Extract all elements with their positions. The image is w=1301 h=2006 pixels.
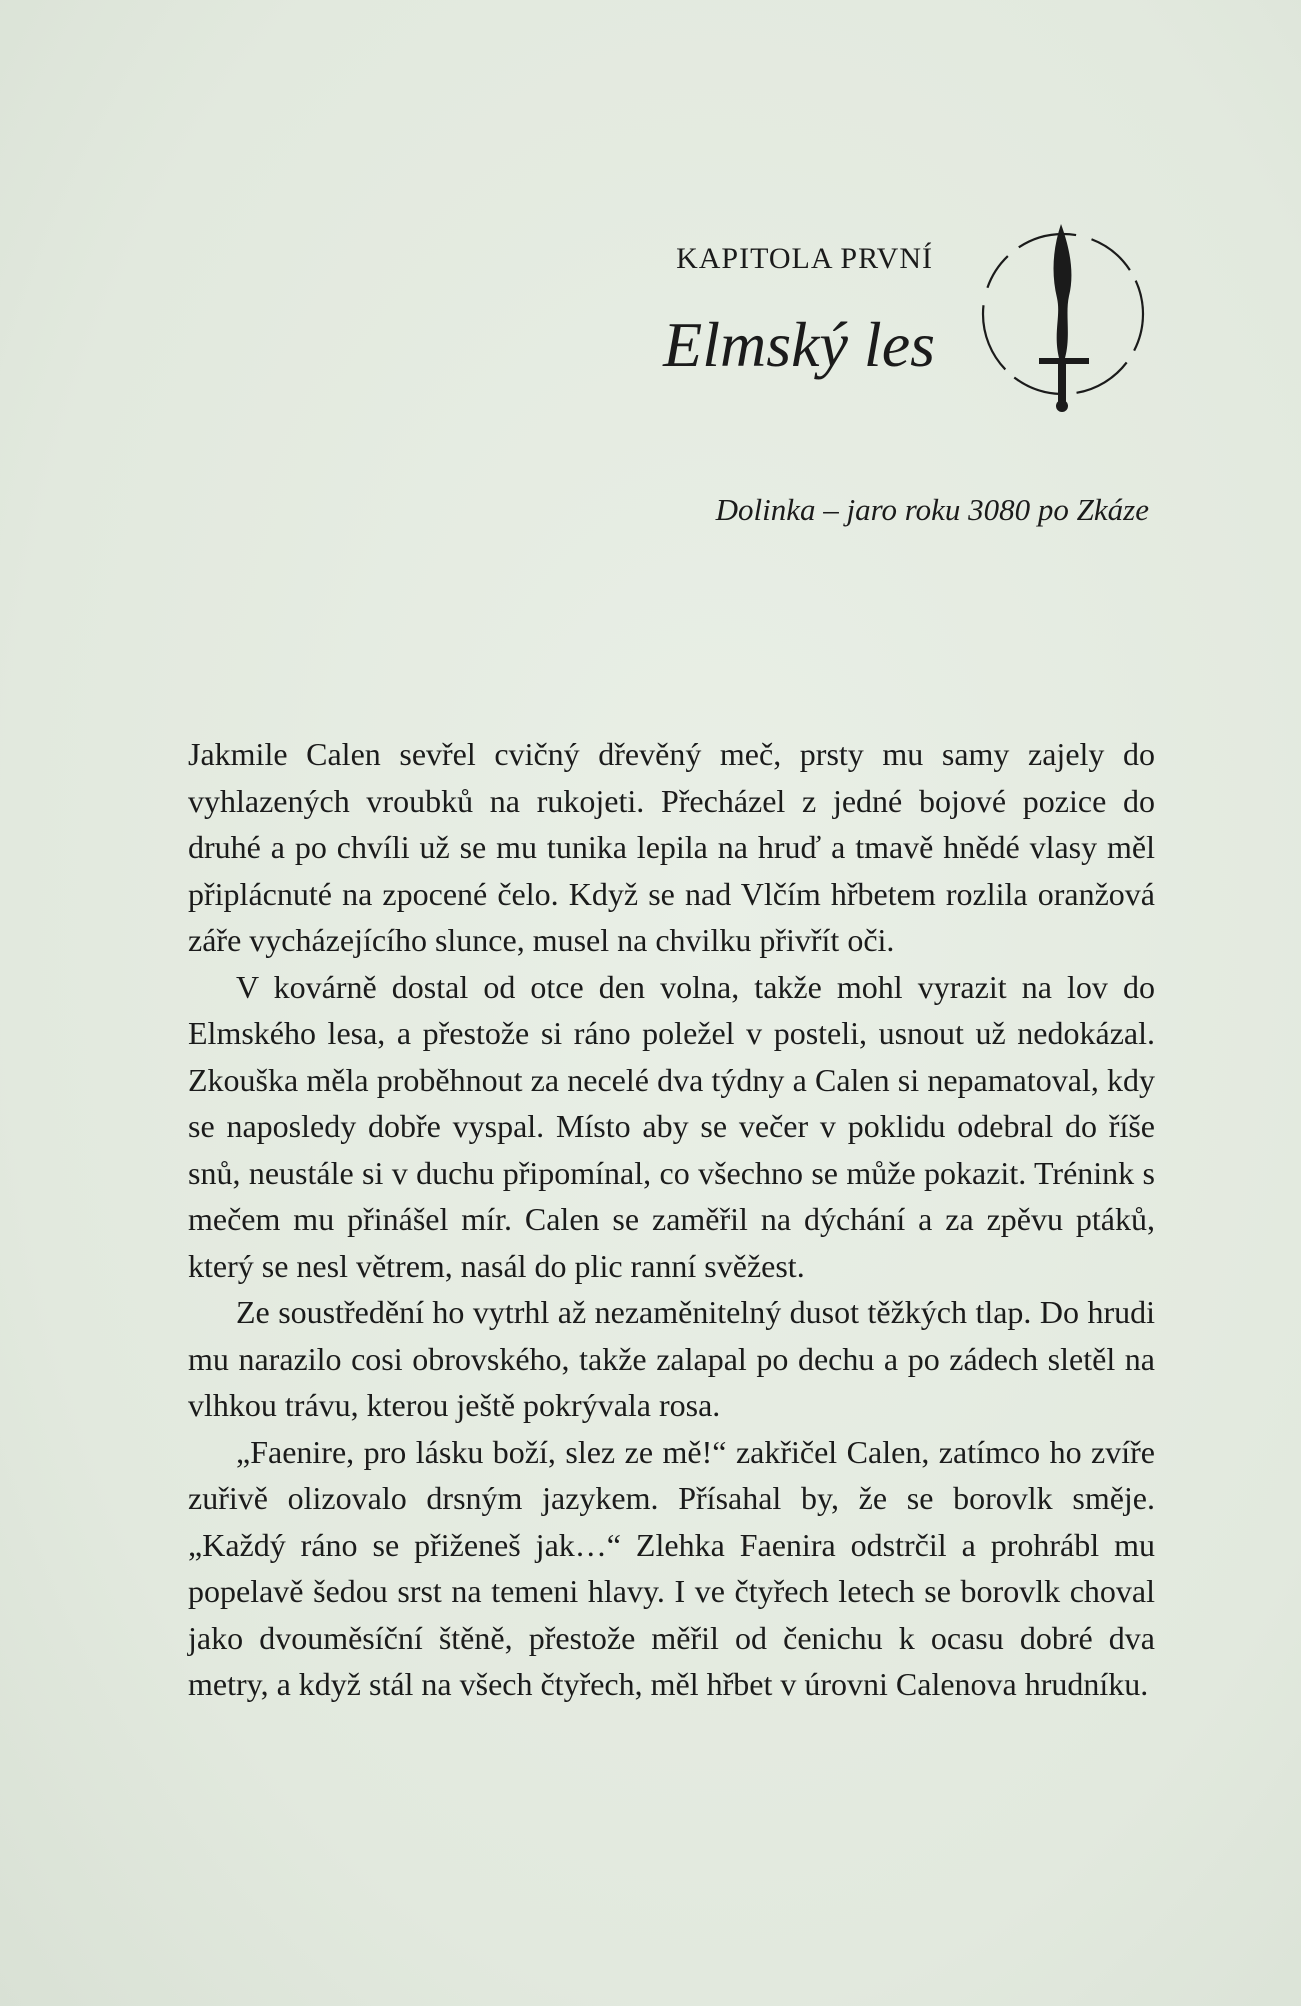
paragraph: Jakmile Calen sevřel cvičný dřevěný meč, prsty mu samy zajely do vyhlazených vroubků na rukojeti. Přecházel z jedné bojové pozice do druhé a po chvíli už se mu tunika lepila na hruď a tmavě hnědé vlasy měl připlácnuté na zpocené čelo. Když se nad Vlčím hřbetem rozlila oranžová záře vycházejícího slunce, musel na chvilku přivřít oči. <box>188 736 1155 958</box>
chapter-epigraph: Dolinka – jaro roku 3080 po Zkáze <box>715 492 1149 527</box>
dagger-emblem-icon <box>965 218 1155 418</box>
paragraph: V kovárně dostal od otce den volna, takže mohl vyrazit na lov do Elmského lesa, a přestože si ráno poležel v posteli, usnout už nedokázal. Zkouška měla proběhnout za necelé dva týdny a Calen si nepamatoval, kdy se naposledy dobře vyspal. Místo aby se večer v poklidu odebral do říše snů, neustále si v duchu připomínal, co všechno se může pokazit. Trénink s mečem mu přinášel mír. Calen se zaměřil na dýchání a za zpěvu ptáků, který se nesl větrem, nasál do plic ranní svěžest. <box>188 968 1155 1284</box>
paragraph: Ze soustředění ho vytrhl až nezaměnitelný dusot těžkých tlap. Do hrudi mu narazilo cosi obrovského, takže zalapal po dechu a po zádech sletěl na vlhkou trávu, kterou ještě pokrývala rosa. <box>188 1294 1155 1423</box>
chapter-title: Elmský les <box>663 309 935 380</box>
chapter-body <box>188 731 1155 1708</box>
chapter-label: KAPITOLA PRVNÍ <box>676 242 933 275</box>
paragraph: „Faenire, pro lásku boží, slez ze mě!“ zakřičel Calen, zatímco ho zvíře zuřivě olizovalo drsným jazykem. Přísahal by, že se borovlk směje. „Každý ráno se přiženeš jak…“ Zlehka Faenira odstrčil a prohrábl mu popelavě šedou srst na temeni hlavy. I ve čtyřech letech se borovlk choval jako dvouměsíční štěně, přestože měřil od čenichu k ocasu dobré dva metry, a když stál na všech čtyřech, měl hřbet v úrovni Calenova hrudníku. <box>188 1433 1155 1702</box>
